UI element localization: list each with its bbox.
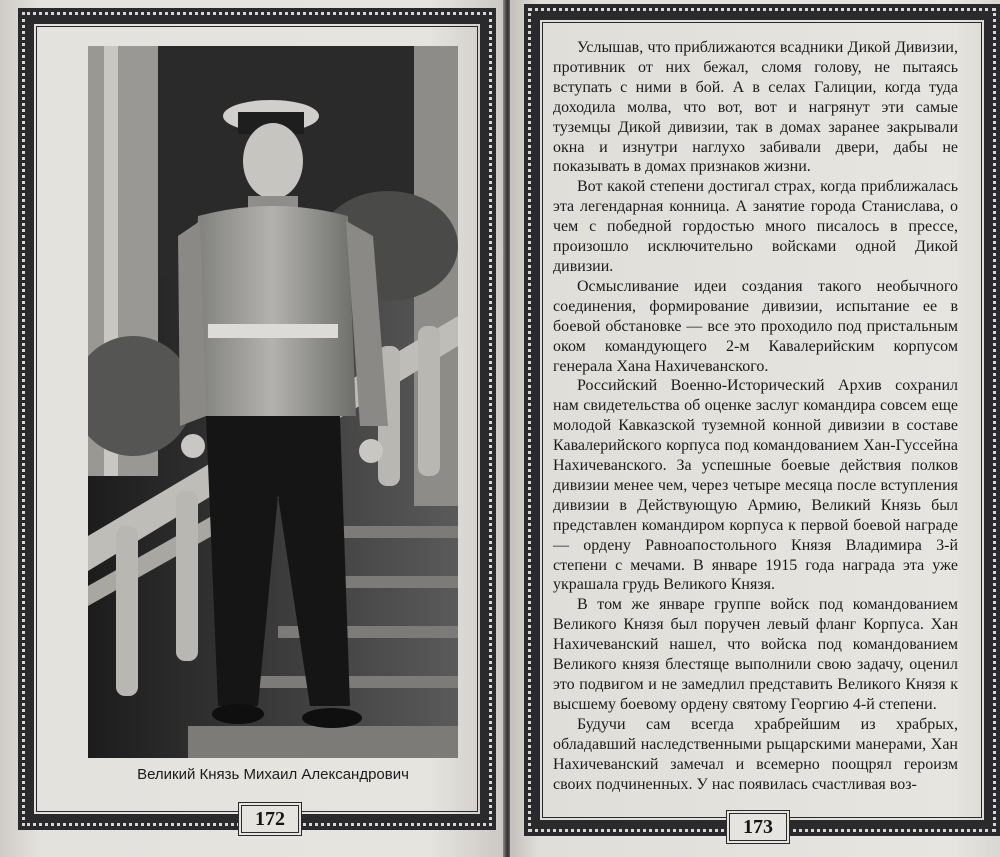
right-page	[510, 0, 1000, 857]
paragraph: Вот какой степени достигал страх, когда приближалась эта легендарная конница. А занятие города Станислава, о чем с победной гордостью много писалось в прессе, произошло исключительно войсками одной Дикой дивизии.	[553, 178, 958, 275]
paragraph: В том же январе группе войск под командованием Великого Князя был поручен левый фланг Корпуса. Хан Нахичеванский нашел, что войска под командованием Великого князя блестяще выполнили свою задачу, оценил это подвигом и не замедлил представить Великого Князя к высшему боевому ордену святому Георгию 4-й степени.	[553, 596, 958, 713]
paragraph: Российский Военно-Исторический Архив сохранил нам свидетельства об оценке заслуг командира совсем еще молодой Кавказской туземной конной дивизии в составе Кавалерийского корпуса под командованием Хан-Гуссейна Нахичеванского. За успешные боевые действия полков дивизии менее чем, через четыре месяца после вступления дивизии в Действующую Армию, Великий Князь был представлен командиром корпуса к первой боевой награде — ордену Равноапостольного Князя Владимира 3-й степени с мечами. В январе 1915 года награда эта уже украшала грудь Великого Князя.	[553, 377, 958, 594]
paragraph: Услышав, что приближаются всадники Дикой Дивизии, противник от них бежал, сломя голову, не пытаясь вступать с ними в бой. А в селах Галиции, когда туда доходила молва, что вот, вот и нагрянут эти самые туземцы Дикой дивизии, так в домах заранее закрывали окна и изнутри наглухо забивали двери, дабы не показывать в домах признаков жизни.	[553, 39, 958, 176]
body-text	[553, 38, 958, 794]
page-number-left: 172	[238, 802, 302, 836]
page-number-right: 173	[726, 810, 790, 844]
paragraph: Будучи сам всегда храбрейшим из храбрых, обладавший наследственными рыцарскими манерами, Хан Нахичеванский замечал и всемерно поощрял героизм своих подчиненных. У нас появилась счастливая воз-	[553, 715, 958, 793]
paragraph: Осмысливание идеи создания такого необычного соединения, формирование дивизии, испытание ее в боевой обстановке — все это проходило под пристальным оком командующего 2-м Кавалерийским корпусом генерала Хана Нахичеванского.	[553, 277, 958, 375]
portrait-photo	[88, 46, 458, 758]
photo-caption: Великий Князь Михаил Александрович	[137, 766, 409, 783]
